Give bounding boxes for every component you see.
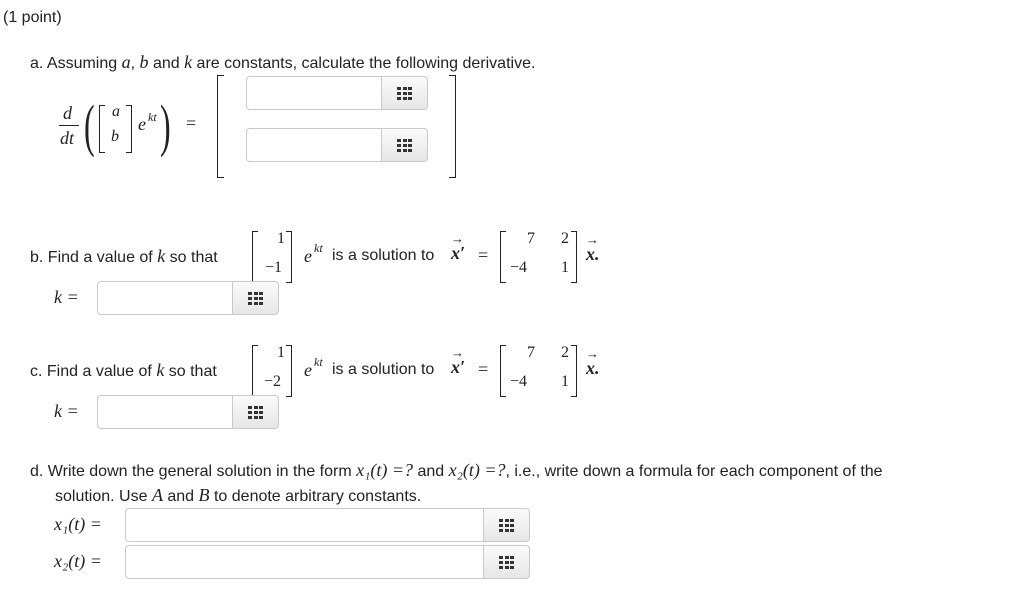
grid-icon bbox=[397, 139, 412, 152]
x-vector-end bbox=[586, 232, 600, 265]
answer-a-row2-input[interactable] bbox=[246, 128, 382, 162]
equals-sign: = bbox=[186, 113, 197, 133]
right-bracket bbox=[126, 105, 132, 153]
var-k: k bbox=[184, 52, 193, 72]
vec-c-2: −2 bbox=[264, 373, 282, 390]
and-text: and bbox=[413, 463, 449, 480]
part-c-text: Find a value of bbox=[46, 363, 157, 380]
m21: −4 bbox=[510, 373, 528, 390]
prime: ′ bbox=[460, 243, 466, 263]
and-text: and bbox=[162, 488, 199, 505]
k-answer-label: k = bbox=[54, 401, 79, 421]
const-a: A bbox=[151, 485, 163, 505]
mat-a: a bbox=[112, 103, 120, 120]
part-d-text-2: , i.e., write down a formula for each component of the bbox=[505, 463, 883, 480]
exp-kt: kt bbox=[148, 110, 157, 124]
arrow-icon: → bbox=[586, 232, 599, 247]
so-that-text: so that bbox=[164, 363, 217, 380]
x-var: x bbox=[451, 243, 460, 263]
part-a-text-1: Assuming bbox=[46, 55, 122, 72]
comma: , bbox=[130, 55, 136, 72]
answer-left-bracket bbox=[217, 75, 224, 178]
and-text: and bbox=[148, 55, 185, 72]
is-solution-text: is a solution to bbox=[332, 247, 435, 264]
m11: 7 bbox=[527, 344, 535, 361]
deriv-dt: dt bbox=[60, 128, 75, 148]
m22: 1 bbox=[561, 259, 569, 276]
part-a-text-2: are constants, calculate the following derivative. bbox=[192, 55, 536, 72]
part-d-text-3: solution. Use bbox=[55, 488, 152, 505]
exp-kt: kt bbox=[314, 241, 323, 255]
x-vector bbox=[451, 231, 466, 264]
m11: 7 bbox=[527, 230, 535, 247]
vector-right-bracket bbox=[286, 231, 292, 283]
grid-icon bbox=[397, 87, 412, 100]
arrow-icon: → bbox=[451, 231, 464, 246]
vector-left-bracket bbox=[252, 345, 258, 397]
part-c-label: c. bbox=[30, 363, 43, 380]
grid-icon bbox=[248, 406, 263, 419]
right-paren: ) bbox=[160, 93, 171, 158]
fraction-line bbox=[59, 125, 79, 126]
grid-icon bbox=[499, 556, 514, 569]
vec-c-1: 1 bbox=[277, 344, 285, 361]
part-d-text-1: Write down the general solution in the form bbox=[47, 463, 357, 480]
equation-editor-button[interactable] bbox=[484, 545, 530, 579]
var-a: a bbox=[121, 52, 131, 72]
exp-kt: kt bbox=[314, 355, 323, 369]
equation-editor-button[interactable] bbox=[233, 395, 279, 429]
period: . bbox=[595, 358, 600, 378]
is-solution-text: is a solution to bbox=[332, 361, 435, 378]
matrix-right-bracket bbox=[571, 345, 577, 397]
equals-sign: = bbox=[478, 245, 489, 265]
const-b: B bbox=[198, 485, 210, 505]
part-a-label: a. bbox=[30, 55, 44, 72]
x1-answer-label: x₁(t) = bbox=[54, 514, 102, 534]
k-answer-label: k = bbox=[54, 287, 79, 307]
exp-e: e bbox=[304, 246, 312, 266]
part-a-question bbox=[30, 52, 535, 74]
points-label: (1 point) bbox=[3, 9, 62, 26]
answer-a-row1-input[interactable] bbox=[246, 76, 382, 110]
part-c-question bbox=[30, 360, 217, 382]
var-k: k bbox=[156, 360, 165, 380]
answer-d-x2-input[interactable] bbox=[125, 545, 484, 579]
equation-editor-button[interactable] bbox=[484, 508, 530, 542]
matrix-left-bracket bbox=[500, 231, 506, 283]
mat-b: b bbox=[111, 128, 119, 145]
left-bracket bbox=[99, 105, 105, 153]
grid-icon bbox=[499, 519, 514, 532]
x-var: x bbox=[586, 244, 595, 264]
grid-icon bbox=[248, 292, 263, 305]
m12: 2 bbox=[561, 230, 569, 247]
part-d-text-4: to denote arbitrary constants. bbox=[209, 488, 422, 505]
so-that-text: so that bbox=[165, 249, 218, 266]
part-d-label: d. bbox=[30, 463, 44, 480]
m22: 1 bbox=[561, 373, 569, 390]
period: . bbox=[595, 244, 600, 264]
left-paren: ( bbox=[84, 93, 95, 158]
matrix-right-bracket bbox=[571, 231, 577, 283]
vector-left-bracket bbox=[252, 231, 258, 283]
vec-b-1: 1 bbox=[277, 230, 285, 247]
x-vector bbox=[451, 345, 466, 378]
part-b-question bbox=[30, 246, 218, 268]
equation-editor-button[interactable] bbox=[382, 76, 428, 110]
part-d-line2 bbox=[55, 485, 421, 507]
x2-form: x₂(t) =? bbox=[448, 460, 506, 480]
equals-sign: = bbox=[478, 359, 489, 379]
part-b-text: Find a value of bbox=[47, 249, 158, 266]
exp-e: e bbox=[304, 360, 312, 380]
m21: −4 bbox=[510, 259, 528, 276]
var-b: b bbox=[139, 52, 149, 72]
answer-b-input[interactable] bbox=[97, 281, 233, 315]
x-vector-end bbox=[586, 346, 600, 379]
x1-form: x₁(t) =? bbox=[356, 460, 413, 480]
vector-right-bracket bbox=[286, 345, 292, 397]
answer-d-x1-input[interactable] bbox=[125, 508, 484, 542]
equation-editor-button[interactable] bbox=[233, 281, 279, 315]
answer-right-bracket bbox=[449, 75, 456, 178]
answer-c-input[interactable] bbox=[97, 395, 233, 429]
equation-editor-button[interactable] bbox=[382, 128, 428, 162]
x2-answer-label: x₂(t) = bbox=[54, 551, 102, 571]
arrow-icon: → bbox=[586, 346, 599, 361]
exp-e: e bbox=[138, 114, 146, 134]
vec-b-2: −1 bbox=[265, 259, 283, 276]
m12: 2 bbox=[561, 344, 569, 361]
prime: ′ bbox=[460, 357, 466, 377]
matrix-left-bracket bbox=[500, 345, 506, 397]
x-var: x bbox=[451, 357, 460, 377]
arrow-icon: → bbox=[451, 345, 464, 360]
part-d-line1 bbox=[30, 460, 883, 482]
part-b-label: b. bbox=[30, 249, 44, 266]
deriv-d: d bbox=[63, 103, 72, 123]
x-var: x bbox=[586, 358, 595, 378]
var-k: k bbox=[157, 246, 166, 266]
